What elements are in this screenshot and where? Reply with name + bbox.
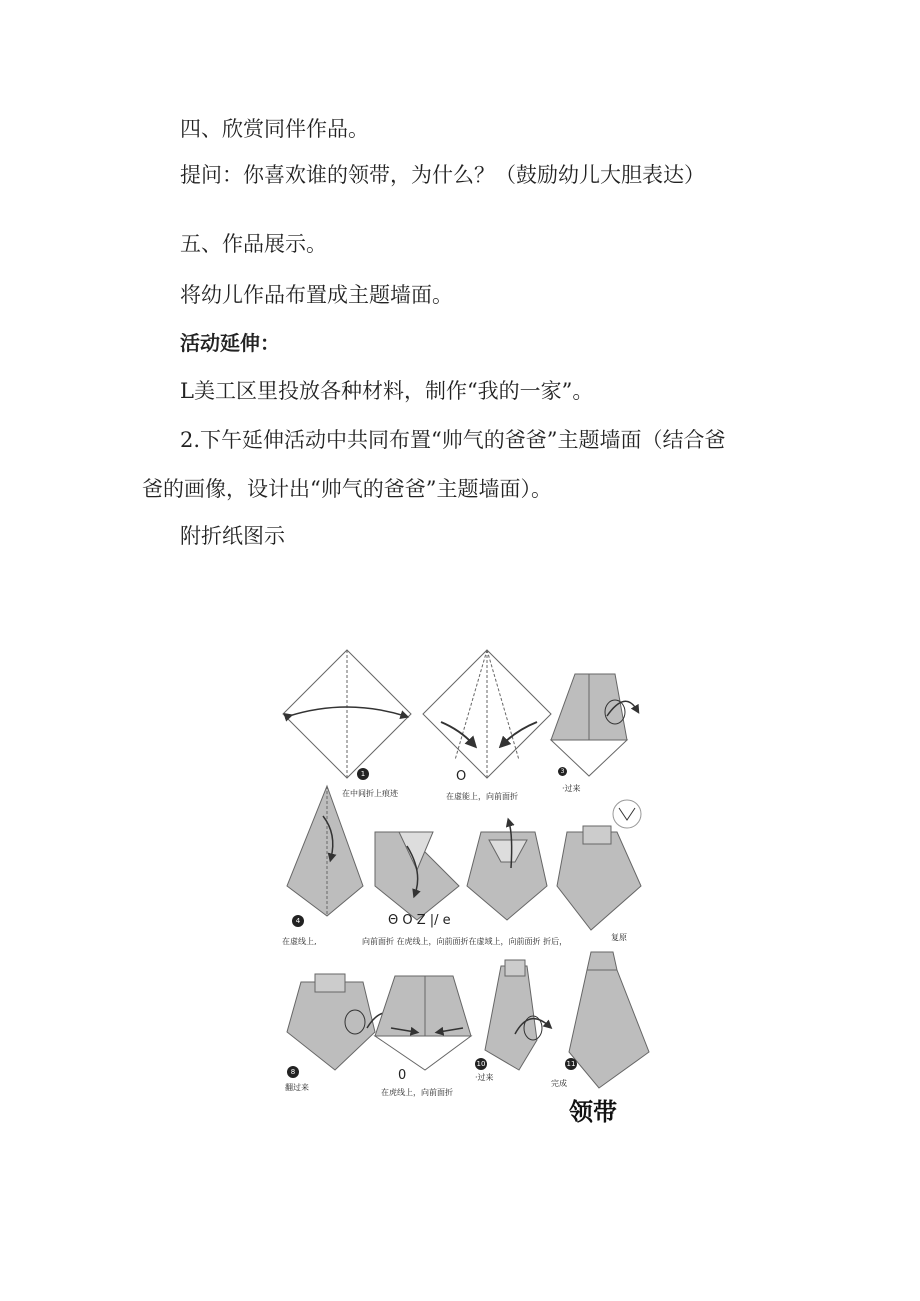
- step-9-caption: 在虎线上，向前面折: [381, 1088, 453, 1097]
- step-7-caption: 复原: [611, 933, 627, 942]
- extension-heading: 活动延伸：: [180, 331, 280, 355]
- step-10-caption: ·过来: [475, 1073, 494, 1082]
- step-4-caption: 在虚线上,: [282, 937, 317, 946]
- step-11-caption: 完成: [551, 1079, 567, 1088]
- step-9-number: 0: [398, 1068, 407, 1083]
- section-heading-display: 五、作品展示。: [180, 232, 327, 256]
- step-10-number: 10: [476, 1060, 486, 1068]
- step-8-number: 8: [287, 1066, 299, 1078]
- step-3-caption: ·过来: [562, 784, 581, 793]
- step-7-shape: [557, 800, 641, 930]
- figure-intro: 附折纸图示: [180, 524, 285, 548]
- step-5-7-number-marks: Θ O Z |/ e: [388, 913, 451, 928]
- step-6-shape: [467, 822, 547, 920]
- step-2-caption: 在虚能上，向前面折: [446, 792, 518, 801]
- step-1-square: [283, 650, 411, 778]
- extension-item-2-cont: 爸的画像，设计出“帅气的爸爸”主题墙面）。: [142, 477, 552, 501]
- step-11-tie: [569, 952, 649, 1088]
- step-3-shape: [551, 674, 637, 776]
- display-text: 将幼儿作品布置成主题墙面。: [180, 283, 453, 307]
- step-1-number: 1: [357, 768, 369, 780]
- origami-tie-diagram: [275, 640, 660, 1130]
- step-8-caption: 翻过来: [285, 1083, 309, 1092]
- extension-item-1: L美工区里投放各种材料，制作“我的一家”。: [180, 379, 594, 403]
- question-text: 提问：你喜欢谁的领带，为什么？（鼓励幼儿大胆表达）: [180, 163, 705, 187]
- step-9-shape: [375, 976, 471, 1070]
- step-5-shape: [375, 832, 459, 920]
- step-4-kite: [287, 786, 363, 916]
- step-2-number: O: [456, 769, 467, 784]
- step-10-shape: [485, 960, 549, 1070]
- extension-item-2: 2.下午延伸活动中共同布置“帅气的爸爸”主题墙面（结合爸: [180, 428, 726, 452]
- origami-steps-drawing: [275, 640, 660, 1130]
- step-11-number: 11: [566, 1060, 576, 1068]
- diagram-title: 领带: [569, 1098, 617, 1126]
- step-1-caption: 在中间折上痕迹: [342, 789, 398, 798]
- section-heading-appreciate: 四、欣赏同伴作品。: [180, 117, 369, 141]
- step-3-number: 3: [558, 767, 567, 776]
- step-2-square: [423, 650, 551, 778]
- step-4-number: 4: [292, 915, 304, 927]
- steps-5-7-captions: 向前面折 在虎线上，向前面折在虚域上，向前面折 折后，: [362, 937, 568, 946]
